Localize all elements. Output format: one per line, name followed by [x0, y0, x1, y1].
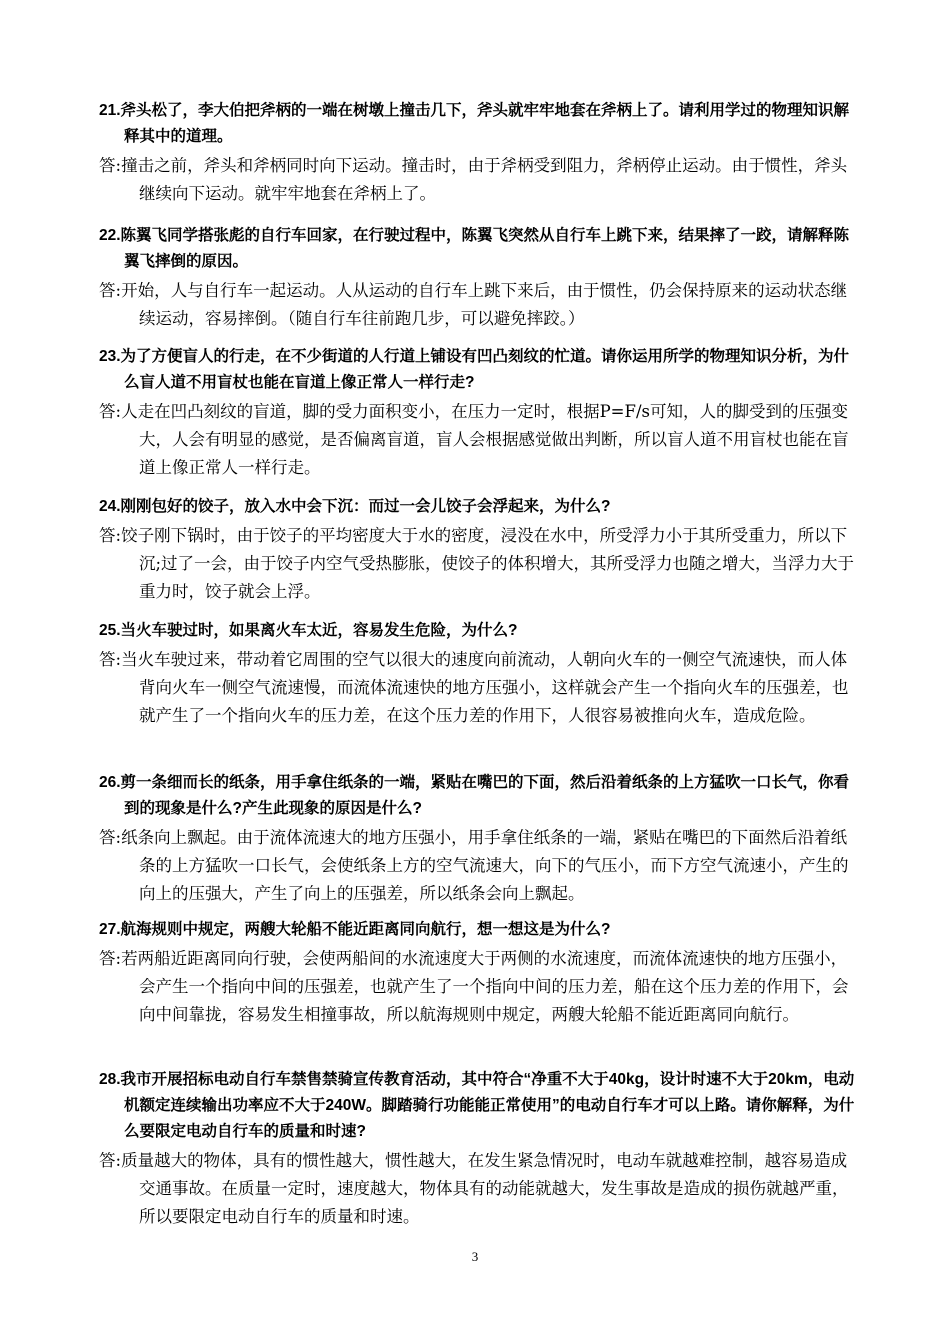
answer-text: 若两船近距离同向行驶，会使两船间的水流速度大于两侧的水流速度，而流体流速快的地方压强小，会产生一个指向中间的压强差，也就产生了一个指向中间的压力差，船在这个压力差的作用下，会向中间靠拢，容易发生相撞事故，所以航海规则中规定，两艘大轮船不能近距离同向航行。 [121, 949, 849, 1024]
answer-text: 当火车驶过来，带动着它周围的空气以很大的速度向前流动，人朝向火车的一侧空气流速快，而人体背向火车一侧空气流速慢，而流体流速快的地方压强小，这样就会产生一个指向火车的压强差，也就产生了一个指向火车的压力差，在这个压力差的作用下，人很容易被推向火车，造成危险。 [121, 650, 849, 725]
answer-26 [99, 824, 859, 908]
answer-text: 饺子刚下锅时，由于饺子的平均密度大于水的密度，浸没在水中，所受浮力小于其所受重力，所以下沉;过了一会，由于饺子内空气受热膨胀，使饺子的体积增大，其所受浮力也随之增大，当浮力大于重力时，饺子就会上浮。 [121, 526, 855, 601]
question-block-24 [99, 494, 859, 606]
answer-prefix: 答: [99, 281, 122, 300]
answer-prefix: 答: [99, 650, 122, 669]
answer-text: 纸条向上飘起。由于流体流速大的地方压强小，用手拿住纸条的一端，紧贴在嘴巴的下面然后沿着纸条的上方猛吹一口长气，会使纸条上方的空气流速大，向下的气压小，而下方空气流速小，产生的向上的压强大，产生了向上的压强差，所以纸条会向上飘起。 [121, 828, 849, 903]
question-24: 24.刚刚包好的饺子，放入水中会下沉：而过一会儿饺子会浮起来，为什么? [99, 498, 611, 515]
answer-prefix: 答: [99, 1151, 122, 1170]
answer-prefix: 答: [99, 526, 122, 545]
answer-22 [99, 277, 859, 333]
question-block-23 [99, 344, 859, 482]
answer-prefix: 答: [99, 156, 122, 175]
answer-25 [99, 646, 859, 730]
answer-23 [99, 398, 859, 482]
answer-prefix: 答: [99, 949, 122, 968]
answer-text: 人走在凹凸刻纹的盲道，脚的受力面积变小，在压力一定时，根据P=F/s可知，人的脚受到的压强变大，人会有明显的感觉，是否偏离盲道，盲人会根据感觉做出判断，所以盲人道不用盲杖也能在盲道上像正常人一样行走。 [121, 402, 849, 477]
question-21: 21.斧头松了，李大伯把斧柄的一端在树墩上撞击几下，斧头就牢牢地套在斧柄上了。请利用学过的物理知识解释其中的道理。 [99, 102, 850, 145]
answer-text: 质量越大的物体，具有的惯性越大，惯性越大，在发生紧急情况时，电动车就越难控制，越容易造成交通事故。在质量一定时，速度越大，物体具有的动能就越大，发生事故是造成的损伤就越严重，所以要限定电动自行车的质量和时速。 [121, 1151, 849, 1226]
answer-24 [99, 522, 859, 606]
page-number: 3 [471, 1249, 479, 1264]
answer-text: 撞击之前，斧头和斧柄同时向下运动。撞击时，由于斧柄受到阻力，斧柄停止运动。由于惯性，斧头继续向下运动。就牢牢地套在斧柄上了。 [121, 156, 848, 203]
question-block-28 [99, 1067, 859, 1231]
question-25: 25.当火车驶过时，如果离火车太近，容易发生危险，为什么? [99, 622, 518, 639]
question-28: 28.我市开展招标电动自行车禁售禁骑宣传教育活动，其中符合“净重不大于40kg，设计时速不大于20km，电动机额定连续输出功率应不大于240W。脚踏骑行功能能正常使用”的电动自行车才可以上路。请你解释，为什么要限定电动自行车的质量和时速? [99, 1071, 855, 1140]
question-23: 23.为了方便盲人的行走，在不少街道的人行道上铺设有凹凸刻纹的忙道。请你运用所学的物理知识分析，为什么盲人道不用盲杖也能在盲道上像正常人一样行走? [99, 348, 850, 391]
answer-27 [99, 945, 859, 1029]
question-block-27 [99, 917, 859, 1029]
question-block-22 [99, 223, 859, 333]
question-22: 22.陈翼飞同学搭张彪的自行车回家，在行驶过程中，陈翼飞突然从自行车上跳下来，结果摔了一跤，请解释陈翼飞摔倒的原因。 [99, 227, 850, 270]
question-block-21 [99, 98, 859, 208]
answer-prefix: 答: [99, 402, 122, 421]
question-26: 26.剪一条细而长的纸条，用手拿住纸条的一端，紧贴在嘴巴的下面，然后沿着纸条的上方猛吹一口长气，你看到的现象是什么?产生此现象的原因是什么? [99, 774, 850, 817]
answer-21 [99, 152, 859, 208]
answer-28 [99, 1147, 859, 1231]
answer-text: 开始，人与自行车一起运动。人从运动的自行车上跳下来后，由于惯性，仍会保持原来的运动状态继续运动，容易摔倒。（随自行车往前跑几步，可以避免摔跤。） [121, 281, 848, 328]
question-block-25 [99, 618, 859, 730]
question-block-26 [99, 770, 859, 908]
answer-prefix: 答: [99, 828, 122, 847]
question-27: 27.航海规则中规定，两艘大轮船不能近距离同向航行，想一想这是为什么? [99, 921, 611, 938]
